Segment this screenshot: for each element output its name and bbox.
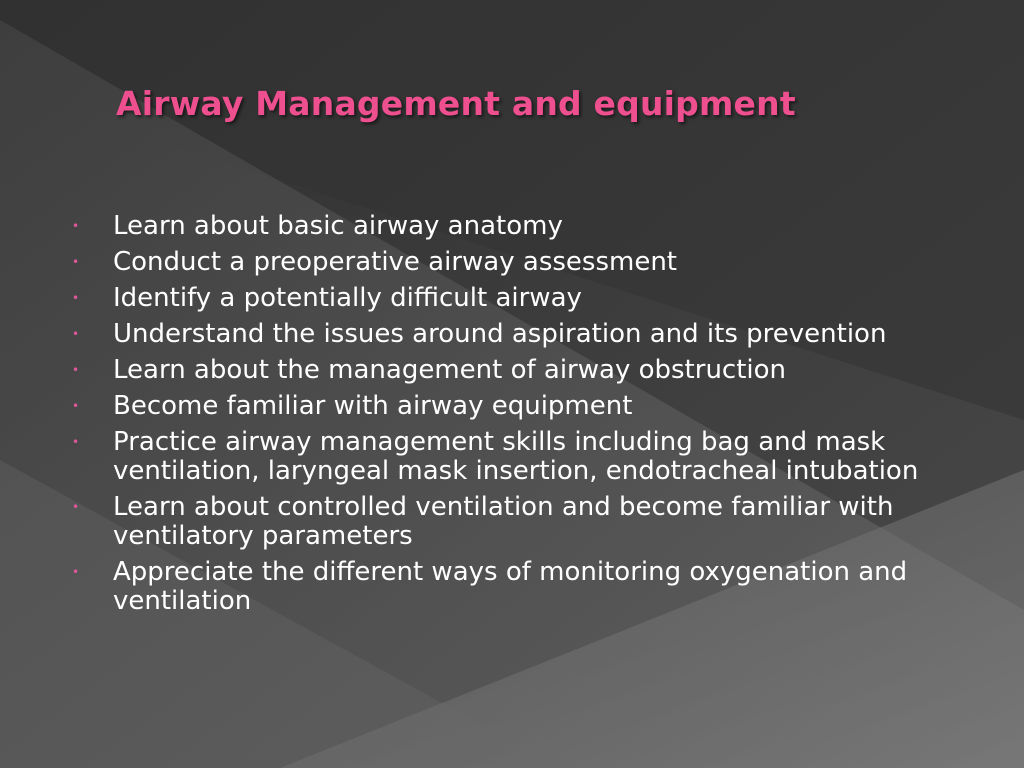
slide-title: Airway Management and equipment — [116, 84, 796, 123]
bullet-marker-icon: • — [72, 327, 80, 341]
bullet-text: Learn about controlled ventilation and become familiar with ventilatory parameters — [113, 492, 894, 551]
bullet-text: Learn about the management of airway obstruction — [113, 355, 787, 385]
bullet-marker-icon: • — [72, 255, 80, 269]
bullet-marker-icon: • — [72, 565, 80, 579]
bullet-text: Practice airway management skills including bag and mask ventilation, laryngeal mask insertion, endotracheal intubation — [113, 427, 919, 486]
bullet-text: Appreciate the different ways of monitoring oxygenation and ventilation — [113, 557, 908, 616]
bullet-item — [72, 320, 972, 349]
bullet-text: Become familiar with airway equipment — [113, 391, 633, 421]
bullet-item — [72, 356, 972, 385]
bullet-marker-icon: • — [72, 291, 80, 305]
bullet-marker-icon: • — [72, 500, 80, 514]
bullet-text: Conduct a preoperative airway assessment — [113, 247, 677, 277]
bullet-list — [72, 212, 972, 623]
bullet-item — [72, 392, 972, 421]
bullet-text: Understand the issues around aspiration and its prevention — [113, 319, 887, 349]
bullet-marker-icon: • — [72, 219, 80, 233]
bullet-item — [72, 493, 972, 551]
bullet-marker-icon: • — [72, 435, 80, 449]
bullet-text: Identify a potentially difficult airway — [113, 283, 582, 313]
bullet-marker-icon: • — [72, 363, 80, 377]
bullet-item — [72, 284, 972, 313]
bullet-item — [72, 212, 972, 241]
bullet-text: Learn about basic airway anatomy — [113, 211, 563, 241]
bullet-marker-icon: • — [72, 399, 80, 413]
bullet-item — [72, 558, 972, 616]
bullet-item — [72, 248, 972, 277]
bullet-item — [72, 428, 972, 486]
